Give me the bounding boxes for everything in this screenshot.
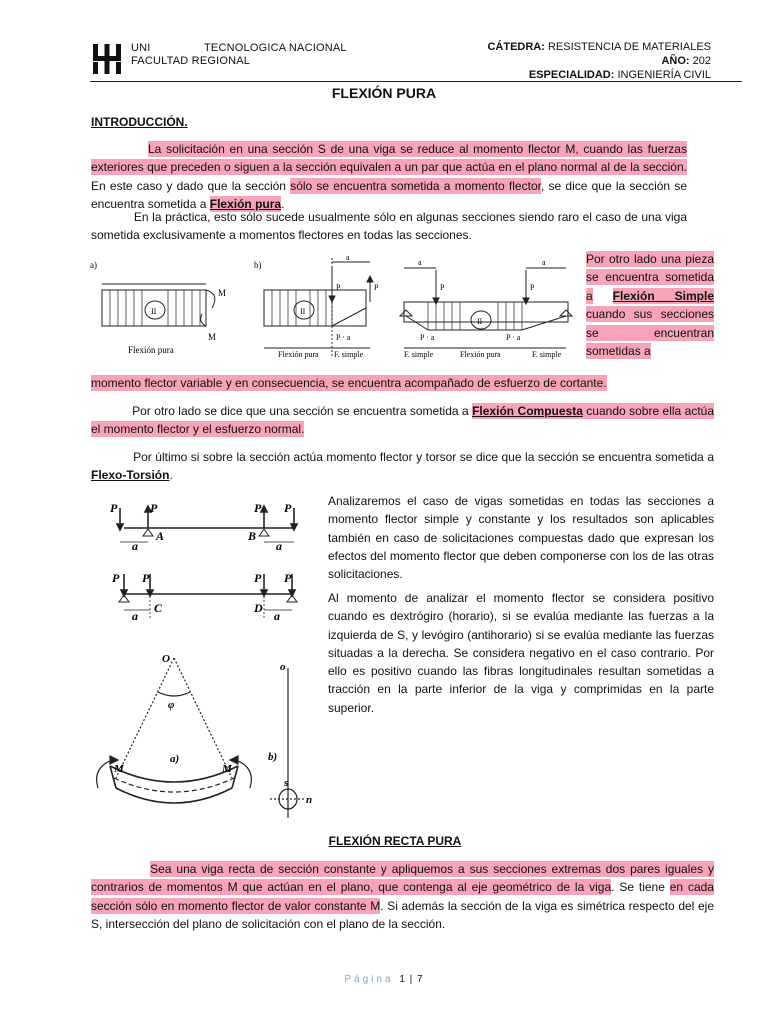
- paragraph-recta-pura: [91, 860, 714, 933]
- footer-word: Página: [344, 974, 394, 985]
- anio-value: 202: [692, 55, 711, 67]
- fig2-p-7: P: [254, 571, 262, 585]
- paragraph-intro-text-3: .: [281, 196, 285, 211]
- header-anio: [661, 55, 711, 68]
- page-title: FLEXIÓN PURA: [331, 85, 437, 101]
- fig2-a-1: a: [132, 539, 138, 553]
- figure-curved-beam: [92, 648, 322, 826]
- fig3-moment-right: M: [222, 763, 232, 775]
- fig1-caption-b1: Flexión pura: [278, 350, 319, 359]
- fig1-dim-c1: a: [418, 258, 422, 267]
- highlight-definition: La solicitación en una sección S de una viga se reduce al momento flector M, cuando las fuerzas exteriores que preceden o siguen a la sección equivalen a un par que actúa en el plano normal al de la sección.: [91, 142, 687, 175]
- paragraph-intro-text-1: En este caso y dado que la sección: [91, 178, 291, 193]
- paragraph-recta-text-2: . Si además la sección de la viga es simétrica respecto del eje S, intersección del plano de solicitación con el plano de la sección.: [91, 898, 714, 931]
- anio-label: AÑO:: [661, 55, 690, 67]
- highlight-flexion-pura: Flexión pura: [209, 196, 282, 211]
- fig1-p-c1: P: [440, 283, 445, 292]
- fig3-label-phi: φ: [168, 699, 175, 711]
- paragraph-intro: [91, 140, 687, 213]
- fig1-moment-left: M: [208, 332, 217, 342]
- fig2-a-3: a: [132, 609, 138, 623]
- highlight-only-moment: sólo se encuentra sometida a momento flector: [290, 178, 541, 193]
- paragraph-torsion: [91, 448, 714, 485]
- fig1-pa-c1: P · a: [420, 333, 435, 342]
- header-catedra: [487, 41, 711, 54]
- paragraph-analysis: Analizaremos el caso de vigas sometidas en todas las secciones a momento flector simple y constante y los resultados son aplicables también en caso de solicitaciones compuestas dado que expresan los efectos del momento flector que deben componerse con los de las otras solicitaciones.: [328, 494, 714, 582]
- figure-flexion-types: [88, 250, 580, 362]
- fig1-caption-c1: F. simple: [404, 350, 434, 359]
- fig2-a-2: a: [276, 539, 282, 553]
- header-facultad: FACULTAD REGIONAL: [131, 55, 251, 67]
- fig1-caption-c2: Flexión pura: [460, 350, 501, 359]
- intro-heading: INTRODUCCIÓN.: [91, 115, 188, 129]
- fig1-caption-b2: F. simple: [334, 350, 364, 359]
- especialidad-label: ESPECIALIDAD:: [528, 69, 615, 81]
- side-highlight-1: Por otro lado una pieza se encuentra sometida a: [586, 252, 714, 303]
- utn-logo-icon: [90, 42, 124, 76]
- highlight-recta-pura-1: Sea una viga recta de sección constante y apliquemos a sus secciones extremas dos pares iguales y contrarios de momentos M que actúan en el plano, que contenga al eje geométrico de la viga: [91, 862, 714, 895]
- fig3-label-s: s: [284, 777, 289, 789]
- fig1-dim-c2: a: [542, 258, 546, 267]
- fig3-label-a: a): [170, 753, 180, 765]
- fig1-center-b: II: [300, 307, 306, 316]
- fig1-pa-c2: P · a: [506, 333, 521, 342]
- paragraph-torsion-text: Por último si sobre la sección actúa momento flector y torsor se dice que la sección se encuentra sometida a: [133, 450, 714, 464]
- header-tecnologica: TECNOLOGICA NACIONAL: [204, 42, 347, 54]
- highlight-cortante: momento flector variable y en consecuencia, se encuentra acompañado de esfuerzo de cortante.: [91, 376, 607, 390]
- fig3-label-b: b): [268, 751, 278, 763]
- catedra-label: CÁTEDRA:: [487, 41, 545, 53]
- fig2-label-B: B: [248, 529, 257, 543]
- fig1-center-c: II: [477, 317, 483, 326]
- fig2-p-8: P: [284, 571, 292, 585]
- highlight-compuesta-rest: cuando sobre ella actúa el momento flector y el esfuerzo normal.: [91, 404, 714, 437]
- section-heading: FLEXIÓN RECTA PURA: [328, 834, 462, 848]
- fig2-label-D: D: [254, 601, 263, 615]
- fig2-p-6: P: [142, 571, 150, 585]
- paragraph-practice-text: En la práctica, esto sólo sucede usualmente sólo en algunas secciones siendo raro el caso de una viga sometida exclusivamente a momentos flectores en todas las secciones.: [91, 210, 687, 243]
- fig2-a-4: a: [274, 609, 280, 623]
- fig3-label-O: O: [162, 653, 170, 665]
- fig2-label-C: C: [154, 601, 163, 615]
- especialidad-value: INGENIERÍA CIVIL: [617, 69, 711, 81]
- paragraph-intro-text-2: , se dice que la sección se encuentra sometida a: [91, 178, 687, 211]
- fig2-p-4: P: [284, 501, 292, 515]
- fig1-pa-b: P · a: [336, 333, 351, 342]
- paragraph-practice: [91, 208, 687, 245]
- fig1-center-a: II: [151, 307, 157, 316]
- paragraph-cortante: [91, 374, 687, 392]
- side-highlight-2: cuando sus secciones se encuentran sometidas a: [586, 307, 714, 359]
- fig2-p-2: P: [150, 501, 158, 515]
- page-footer: [0, 974, 768, 985]
- fig1-p-b1: P: [336, 283, 341, 292]
- paragraph-recta-text-1: . Se tiene: [611, 880, 670, 895]
- side-text-flexion-simple: [586, 250, 714, 360]
- fig2-label-A: A: [156, 529, 165, 543]
- paragraph-sign-convention: Al momento de analizar el momento flector se considera positivo cuando es dextrógiro (horario), si se evalúa mediante las fuerzas a la izquierda de S, y levógiro (antihorario) si se evalúa mediante las fuerzas situadas a la derecha. Se considera negativo en el caso contrario. Por ello es positivo cuando las fibras longitudinales resultan sometidas a tracción en la parte inferior de la viga y comprimidas en la parte superior.: [328, 591, 714, 715]
- highlight-recta-pura-2: en cada sección sólo en momento flector de valor constante M: [91, 880, 714, 913]
- fig1-caption-c3: F. simple: [532, 350, 562, 359]
- catedra-value: RESISTENCIA DE MATERIALES: [547, 41, 711, 53]
- paragraph-torsion-end: .: [169, 468, 173, 483]
- fig3-moment-left: M: [114, 763, 124, 775]
- paragraph-compuesta-text: Por otro lado se dice que una sección se encuentra sometida a: [132, 404, 473, 418]
- fig3-label-n: n: [306, 794, 313, 806]
- fig2-p-3: P: [254, 501, 262, 515]
- fig2-p-5: P: [112, 571, 120, 585]
- fig1-dim-b: a: [346, 253, 350, 262]
- fig1-p-c2: P: [530, 283, 535, 292]
- highlight-flexion-compuesta: Flexión Compuesta: [472, 404, 583, 418]
- header-uni: UNI: [131, 42, 151, 54]
- paragraph-compuesta: [91, 402, 714, 439]
- fig1-moment-right: M: [218, 288, 227, 298]
- flexo-torsion-term: Flexo-Torsión: [91, 468, 170, 483]
- fig1-p-b2: P: [374, 283, 379, 292]
- figure-beam-loads: [104, 498, 308, 626]
- fig3-label-o: o: [280, 661, 286, 673]
- side-highlight-flexion-simple: Flexión Simple: [612, 288, 714, 303]
- header-divider: [90, 81, 742, 82]
- fig2-p-1: P: [110, 501, 118, 515]
- footer-page-number: 1 | 7: [399, 974, 424, 985]
- fig1-label-b: b): [254, 260, 262, 270]
- fig1-label-a: a): [90, 260, 97, 270]
- fig1-caption-a: Flexión pura: [128, 345, 174, 355]
